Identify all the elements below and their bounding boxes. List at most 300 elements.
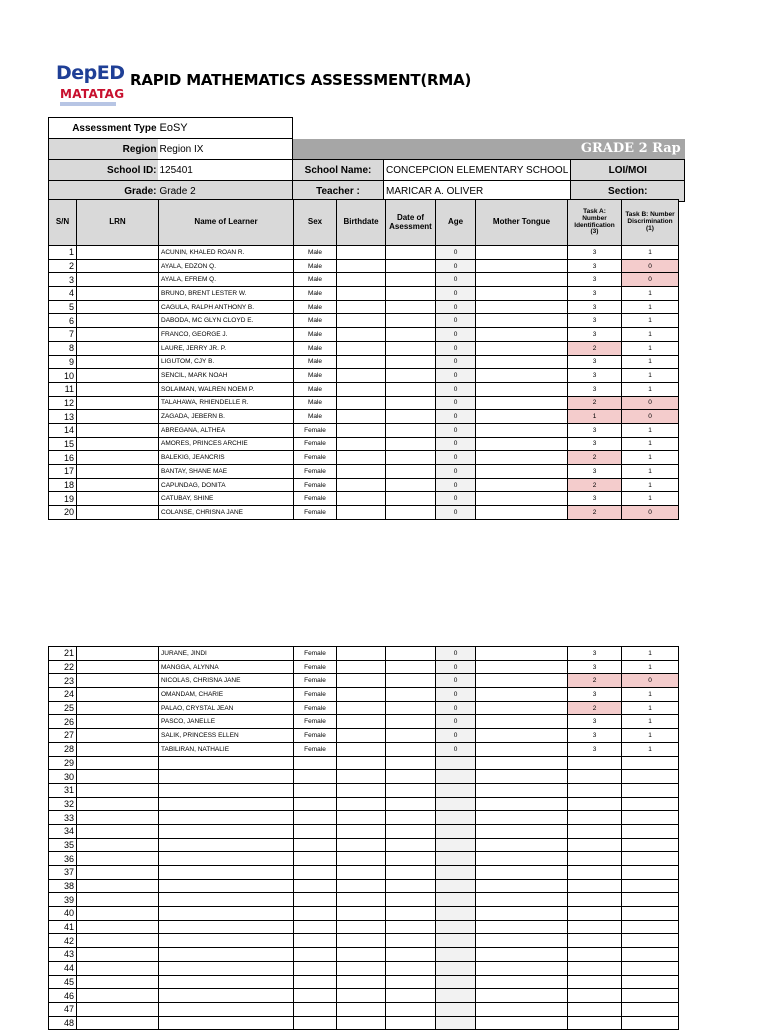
learner-assessment-date[interactable] (386, 660, 436, 674)
learner-task-a[interactable] (568, 1002, 622, 1016)
learner-birthdate[interactable] (337, 259, 386, 273)
learner-name[interactable]: MANGGA, ALYNNA (159, 660, 294, 674)
learner-birthdate[interactable] (337, 701, 386, 715)
learner-birthdate[interactable] (337, 287, 386, 301)
learner-lrn[interactable] (77, 879, 159, 893)
learner-birthdate[interactable] (337, 729, 386, 743)
learner-task-a[interactable]: 3 (568, 688, 622, 702)
learner-sex[interactable]: Female (294, 729, 337, 743)
learner-task-b[interactable]: 1 (622, 314, 679, 328)
school-name-value[interactable]: CONCEPCION ELEMENTARY SCHOOL (384, 160, 571, 181)
learner-lrn[interactable] (77, 382, 159, 396)
learner-lrn[interactable] (77, 259, 159, 273)
learner-mother-tongue[interactable] (476, 410, 568, 424)
learner-lrn[interactable] (77, 920, 159, 934)
learner-name[interactable] (159, 852, 294, 866)
learner-mother-tongue[interactable] (476, 688, 568, 702)
learner-sex[interactable]: Male (294, 259, 337, 273)
learner-task-b[interactable]: 1 (622, 660, 679, 674)
learner-lrn[interactable] (77, 824, 159, 838)
learner-name[interactable]: ACUNIN, KHALED ROAN R. (159, 246, 294, 260)
learner-mother-tongue[interactable] (476, 259, 568, 273)
learner-birthdate[interactable] (337, 783, 386, 797)
learner-sex[interactable] (294, 948, 337, 962)
learner-task-b[interactable] (622, 920, 679, 934)
learner-task-b[interactable]: 1 (622, 715, 679, 729)
learner-task-a[interactable]: 3 (568, 314, 622, 328)
learner-task-a[interactable]: 3 (568, 246, 622, 260)
learner-lrn[interactable] (77, 975, 159, 989)
learner-sex[interactable] (294, 893, 337, 907)
learner-birthdate[interactable] (337, 369, 386, 383)
learner-sex[interactable]: Male (294, 369, 337, 383)
learner-birthdate[interactable] (337, 824, 386, 838)
learner-name[interactable] (159, 783, 294, 797)
learner-task-b[interactable]: 1 (622, 246, 679, 260)
learner-mother-tongue[interactable] (476, 355, 568, 369)
learner-task-b[interactable] (622, 907, 679, 921)
learner-assessment-date[interactable] (386, 410, 436, 424)
learner-birthdate[interactable] (337, 396, 386, 410)
learner-task-b[interactable] (622, 824, 679, 838)
learner-name[interactable]: BANTAY, SHANE MAE (159, 465, 294, 479)
learner-sex[interactable]: Male (294, 314, 337, 328)
learner-lrn[interactable] (77, 355, 159, 369)
learner-name[interactable]: NICOLAS, CHRISNA JANE (159, 674, 294, 688)
learner-task-b[interactable]: 1 (622, 465, 679, 479)
learner-sex[interactable]: Female (294, 423, 337, 437)
learner-lrn[interactable] (77, 729, 159, 743)
learner-sex[interactable]: Female (294, 451, 337, 465)
learner-sex[interactable] (294, 756, 337, 770)
learner-birthdate[interactable] (337, 742, 386, 756)
learner-name[interactable] (159, 975, 294, 989)
learner-birthdate[interactable] (337, 852, 386, 866)
learner-task-b[interactable] (622, 838, 679, 852)
learner-task-a[interactable] (568, 948, 622, 962)
learner-birthdate[interactable] (337, 674, 386, 688)
learner-lrn[interactable] (77, 506, 159, 520)
learner-lrn[interactable] (77, 961, 159, 975)
learner-sex[interactable]: Male (294, 300, 337, 314)
learner-name[interactable] (159, 989, 294, 1003)
learner-task-b[interactable]: 0 (622, 506, 679, 520)
learner-mother-tongue[interactable] (476, 866, 568, 880)
learner-task-a[interactable]: 2 (568, 478, 622, 492)
learner-birthdate[interactable] (337, 273, 386, 287)
learner-name[interactable] (159, 838, 294, 852)
learner-sex[interactable] (294, 907, 337, 921)
learner-lrn[interactable] (77, 742, 159, 756)
learner-mother-tongue[interactable] (476, 934, 568, 948)
teacher-value[interactable]: MARICAR A. OLIVER (384, 181, 571, 202)
learner-task-b[interactable]: 1 (622, 287, 679, 301)
learner-birthdate[interactable] (337, 506, 386, 520)
learner-lrn[interactable] (77, 934, 159, 948)
learner-assessment-date[interactable] (386, 341, 436, 355)
learner-mother-tongue[interactable] (476, 852, 568, 866)
learner-lrn[interactable] (77, 838, 159, 852)
learner-sex[interactable]: Female (294, 647, 337, 661)
learner-task-b[interactable]: 0 (622, 674, 679, 688)
learner-lrn[interactable] (77, 1016, 159, 1030)
learner-lrn[interactable] (77, 797, 159, 811)
learner-name[interactable]: AYALA, EFREM Q. (159, 273, 294, 287)
learner-sex[interactable] (294, 838, 337, 852)
learner-task-a[interactable]: 3 (568, 423, 622, 437)
learner-task-a[interactable] (568, 797, 622, 811)
learner-task-a[interactable] (568, 838, 622, 852)
learner-assessment-date[interactable] (386, 729, 436, 743)
learner-mother-tongue[interactable] (476, 287, 568, 301)
learner-sex[interactable]: Female (294, 492, 337, 506)
learner-task-a[interactable] (568, 852, 622, 866)
learner-task-b[interactable] (622, 975, 679, 989)
learner-task-b[interactable] (622, 783, 679, 797)
learner-birthdate[interactable] (337, 811, 386, 825)
learner-sex[interactable]: Male (294, 273, 337, 287)
learner-sex[interactable] (294, 961, 337, 975)
learner-sex[interactable] (294, 797, 337, 811)
learner-birthdate[interactable] (337, 934, 386, 948)
learner-sex[interactable] (294, 866, 337, 880)
learner-lrn[interactable] (77, 852, 159, 866)
learner-mother-tongue[interactable] (476, 920, 568, 934)
learner-mother-tongue[interactable] (476, 314, 568, 328)
learner-task-b[interactable]: 1 (622, 328, 679, 342)
learner-assessment-date[interactable] (386, 1016, 436, 1030)
learner-birthdate[interactable] (337, 879, 386, 893)
learner-lrn[interactable] (77, 866, 159, 880)
learner-mother-tongue[interactable] (476, 328, 568, 342)
learner-name[interactable]: FRANCO, GEORGE J. (159, 328, 294, 342)
learner-lrn[interactable] (77, 647, 159, 661)
learner-birthdate[interactable] (337, 355, 386, 369)
learner-task-a[interactable]: 3 (568, 715, 622, 729)
learner-sex[interactable]: Female (294, 465, 337, 479)
learner-mother-tongue[interactable] (476, 907, 568, 921)
learner-task-a[interactable] (568, 893, 622, 907)
learner-mother-tongue[interactable] (476, 838, 568, 852)
learner-task-a[interactable] (568, 961, 622, 975)
learner-task-a[interactable] (568, 770, 622, 784)
region-value[interactable]: Region IX (158, 139, 293, 160)
learner-birthdate[interactable] (337, 688, 386, 702)
learner-name[interactable]: CAGULA, RALPH ANTHONY B. (159, 300, 294, 314)
learner-name[interactable]: BALEKIG, JEANCRIS (159, 451, 294, 465)
learner-mother-tongue[interactable] (476, 961, 568, 975)
learner-task-b[interactable] (622, 811, 679, 825)
learner-mother-tongue[interactable] (476, 437, 568, 451)
learner-task-b[interactable] (622, 797, 679, 811)
learner-sex[interactable]: Female (294, 701, 337, 715)
learner-sex[interactable] (294, 920, 337, 934)
learner-lrn[interactable] (77, 451, 159, 465)
learner-task-a[interactable] (568, 975, 622, 989)
school-id-value[interactable]: 125401 (158, 160, 293, 181)
learner-sex[interactable] (294, 989, 337, 1003)
learner-assessment-date[interactable] (386, 314, 436, 328)
learner-birthdate[interactable] (337, 866, 386, 880)
learner-name[interactable] (159, 811, 294, 825)
learner-name[interactable]: ABREGANA, ALTHEA (159, 423, 294, 437)
learner-task-b[interactable] (622, 1016, 679, 1030)
learner-sex[interactable]: Female (294, 660, 337, 674)
learner-sex[interactable]: Female (294, 688, 337, 702)
learner-sex[interactable]: Male (294, 341, 337, 355)
learner-assessment-date[interactable] (386, 396, 436, 410)
learner-task-b[interactable] (622, 756, 679, 770)
learner-mother-tongue[interactable] (476, 797, 568, 811)
learner-task-a[interactable]: 3 (568, 259, 622, 273)
learner-task-b[interactable]: 0 (622, 273, 679, 287)
learner-sex[interactable] (294, 824, 337, 838)
learner-task-a[interactable] (568, 866, 622, 880)
learner-mother-tongue[interactable] (476, 396, 568, 410)
learner-task-b[interactable]: 1 (622, 729, 679, 743)
learner-birthdate[interactable] (337, 382, 386, 396)
learner-assessment-date[interactable] (386, 259, 436, 273)
learner-birthdate[interactable] (337, 660, 386, 674)
learner-lrn[interactable] (77, 1002, 159, 1016)
learner-lrn[interactable] (77, 756, 159, 770)
learner-assessment-date[interactable] (386, 948, 436, 962)
learner-name[interactable]: SENCIL, MARK NOAH (159, 369, 294, 383)
learner-birthdate[interactable] (337, 246, 386, 260)
learner-assessment-date[interactable] (386, 355, 436, 369)
learner-name[interactable]: JURANE, JINDI (159, 647, 294, 661)
learner-mother-tongue[interactable] (476, 975, 568, 989)
learner-birthdate[interactable] (337, 756, 386, 770)
learner-lrn[interactable] (77, 369, 159, 383)
learner-assessment-date[interactable] (386, 369, 436, 383)
learner-name[interactable] (159, 948, 294, 962)
learner-task-a[interactable]: 3 (568, 273, 622, 287)
learner-birthdate[interactable] (337, 770, 386, 784)
learner-task-b[interactable]: 1 (622, 423, 679, 437)
learner-lrn[interactable] (77, 948, 159, 962)
learner-lrn[interactable] (77, 328, 159, 342)
learner-mother-tongue[interactable] (476, 246, 568, 260)
learner-task-b[interactable] (622, 934, 679, 948)
learner-assessment-date[interactable] (386, 300, 436, 314)
learner-task-b[interactable]: 0 (622, 259, 679, 273)
learner-mother-tongue[interactable] (476, 701, 568, 715)
learner-birthdate[interactable] (337, 341, 386, 355)
learner-task-a[interactable]: 2 (568, 451, 622, 465)
learner-mother-tongue[interactable] (476, 715, 568, 729)
learner-sex[interactable]: Male (294, 355, 337, 369)
learner-task-a[interactable]: 3 (568, 287, 622, 301)
learner-name[interactable]: BRUNO, BRENT LESTER W. (159, 287, 294, 301)
learner-assessment-date[interactable] (386, 934, 436, 948)
learner-task-b[interactable]: 1 (622, 451, 679, 465)
learner-name[interactable] (159, 961, 294, 975)
learner-task-a[interactable]: 2 (568, 341, 622, 355)
learner-birthdate[interactable] (337, 961, 386, 975)
learner-sex[interactable] (294, 770, 337, 784)
learner-assessment-date[interactable] (386, 506, 436, 520)
learner-name[interactable] (159, 893, 294, 907)
learner-name[interactable]: PALAO, CRYSTAL JEAN (159, 701, 294, 715)
learner-task-b[interactable]: 1 (622, 492, 679, 506)
learner-task-b[interactable] (622, 879, 679, 893)
grade-value[interactable]: Grade 2 (158, 181, 293, 202)
learner-task-a[interactable] (568, 1016, 622, 1030)
learner-birthdate[interactable] (337, 478, 386, 492)
learner-assessment-date[interactable] (386, 824, 436, 838)
learner-lrn[interactable] (77, 437, 159, 451)
learner-assessment-date[interactable] (386, 465, 436, 479)
learner-name[interactable]: CATUBAY, SHINE (159, 492, 294, 506)
learner-birthdate[interactable] (337, 423, 386, 437)
learner-task-a[interactable]: 3 (568, 300, 622, 314)
learner-name[interactable]: COLANSE, CHRISNA JANE (159, 506, 294, 520)
learner-lrn[interactable] (77, 907, 159, 921)
learner-task-a[interactable]: 3 (568, 647, 622, 661)
learner-mother-tongue[interactable] (476, 423, 568, 437)
learner-assessment-date[interactable] (386, 866, 436, 880)
learner-task-a[interactable]: 3 (568, 729, 622, 743)
learner-task-b[interactable] (622, 893, 679, 907)
learner-mother-tongue[interactable] (476, 824, 568, 838)
learner-birthdate[interactable] (337, 715, 386, 729)
learner-birthdate[interactable] (337, 437, 386, 451)
learner-lrn[interactable] (77, 246, 159, 260)
learner-sex[interactable]: Male (294, 287, 337, 301)
learner-name[interactable] (159, 770, 294, 784)
learner-task-b[interactable]: 1 (622, 701, 679, 715)
learner-mother-tongue[interactable] (476, 756, 568, 770)
learner-mother-tongue[interactable] (476, 1002, 568, 1016)
learner-mother-tongue[interactable] (476, 674, 568, 688)
learner-assessment-date[interactable] (386, 961, 436, 975)
learner-mother-tongue[interactable] (476, 451, 568, 465)
learner-lrn[interactable] (77, 341, 159, 355)
learner-sex[interactable] (294, 879, 337, 893)
learner-task-a[interactable]: 3 (568, 369, 622, 383)
learner-assessment-date[interactable] (386, 989, 436, 1003)
learner-name[interactable]: AYALA, EDZON Q. (159, 259, 294, 273)
learner-assessment-date[interactable] (386, 382, 436, 396)
learner-task-b[interactable]: 1 (622, 355, 679, 369)
learner-sex[interactable]: Female (294, 478, 337, 492)
learner-birthdate[interactable] (337, 893, 386, 907)
learner-lrn[interactable] (77, 688, 159, 702)
learner-assessment-date[interactable] (386, 273, 436, 287)
learner-sex[interactable]: Female (294, 715, 337, 729)
learner-task-b[interactable]: 0 (622, 396, 679, 410)
learner-task-a[interactable]: 3 (568, 742, 622, 756)
learner-mother-tongue[interactable] (476, 300, 568, 314)
learner-assessment-date[interactable] (386, 770, 436, 784)
learner-lrn[interactable] (77, 492, 159, 506)
learner-sex[interactable]: Female (294, 674, 337, 688)
learner-task-a[interactable]: 3 (568, 492, 622, 506)
learner-assessment-date[interactable] (386, 674, 436, 688)
learner-lrn[interactable] (77, 783, 159, 797)
learner-task-a[interactable]: 2 (568, 506, 622, 520)
learner-lrn[interactable] (77, 770, 159, 784)
learner-sex[interactable]: Female (294, 437, 337, 451)
learner-assessment-date[interactable] (386, 811, 436, 825)
learner-birthdate[interactable] (337, 1016, 386, 1030)
learner-name[interactable]: DABODA, MC GLYN CLOYD E. (159, 314, 294, 328)
learner-mother-tongue[interactable] (476, 647, 568, 661)
learner-task-a[interactable] (568, 811, 622, 825)
learner-assessment-date[interactable] (386, 1002, 436, 1016)
learner-birthdate[interactable] (337, 838, 386, 852)
learner-sex[interactable]: Female (294, 742, 337, 756)
learner-task-b[interactable] (622, 770, 679, 784)
learner-lrn[interactable] (77, 314, 159, 328)
learner-birthdate[interactable] (337, 948, 386, 962)
learner-task-b[interactable]: 0 (622, 410, 679, 424)
learner-task-a[interactable] (568, 907, 622, 921)
learner-name[interactable] (159, 756, 294, 770)
learner-lrn[interactable] (77, 287, 159, 301)
learner-task-b[interactable]: 1 (622, 437, 679, 451)
learner-task-a[interactable]: 1 (568, 410, 622, 424)
learner-lrn[interactable] (77, 989, 159, 1003)
learner-lrn[interactable] (77, 893, 159, 907)
learner-assessment-date[interactable] (386, 437, 436, 451)
learner-birthdate[interactable] (337, 314, 386, 328)
learner-birthdate[interactable] (337, 647, 386, 661)
learner-mother-tongue[interactable] (476, 465, 568, 479)
learner-mother-tongue[interactable] (476, 742, 568, 756)
learner-task-a[interactable]: 2 (568, 674, 622, 688)
learner-lrn[interactable] (77, 701, 159, 715)
learner-birthdate[interactable] (337, 989, 386, 1003)
learner-task-b[interactable]: 1 (622, 341, 679, 355)
learner-sex[interactable]: Female (294, 506, 337, 520)
learner-name[interactable] (159, 1002, 294, 1016)
learner-task-a[interactable] (568, 920, 622, 934)
learner-name[interactable]: LAURE, JERRY JR. P. (159, 341, 294, 355)
learner-name[interactable]: PASCO, JANELLE (159, 715, 294, 729)
learner-sex[interactable] (294, 975, 337, 989)
learner-sex[interactable] (294, 852, 337, 866)
learner-name[interactable] (159, 934, 294, 948)
learner-task-b[interactable] (622, 989, 679, 1003)
learner-name[interactable] (159, 907, 294, 921)
learner-task-b[interactable]: 1 (622, 742, 679, 756)
learner-assessment-date[interactable] (386, 688, 436, 702)
learner-task-a[interactable]: 2 (568, 396, 622, 410)
learner-task-a[interactable] (568, 934, 622, 948)
learner-lrn[interactable] (77, 811, 159, 825)
learner-name[interactable] (159, 1016, 294, 1030)
learner-task-b[interactable] (622, 866, 679, 880)
learner-mother-tongue[interactable] (476, 783, 568, 797)
learner-assessment-date[interactable] (386, 879, 436, 893)
learner-mother-tongue[interactable] (476, 770, 568, 784)
learner-assessment-date[interactable] (386, 907, 436, 921)
learner-task-a[interactable]: 2 (568, 701, 622, 715)
learner-mother-tongue[interactable] (476, 478, 568, 492)
learner-lrn[interactable] (77, 478, 159, 492)
learner-sex[interactable] (294, 783, 337, 797)
learner-mother-tongue[interactable] (476, 989, 568, 1003)
learner-lrn[interactable] (77, 410, 159, 424)
learner-mother-tongue[interactable] (476, 382, 568, 396)
learner-task-b[interactable]: 1 (622, 647, 679, 661)
learner-mother-tongue[interactable] (476, 341, 568, 355)
learner-mother-tongue[interactable] (476, 948, 568, 962)
learner-birthdate[interactable] (337, 300, 386, 314)
learner-birthdate[interactable] (337, 975, 386, 989)
